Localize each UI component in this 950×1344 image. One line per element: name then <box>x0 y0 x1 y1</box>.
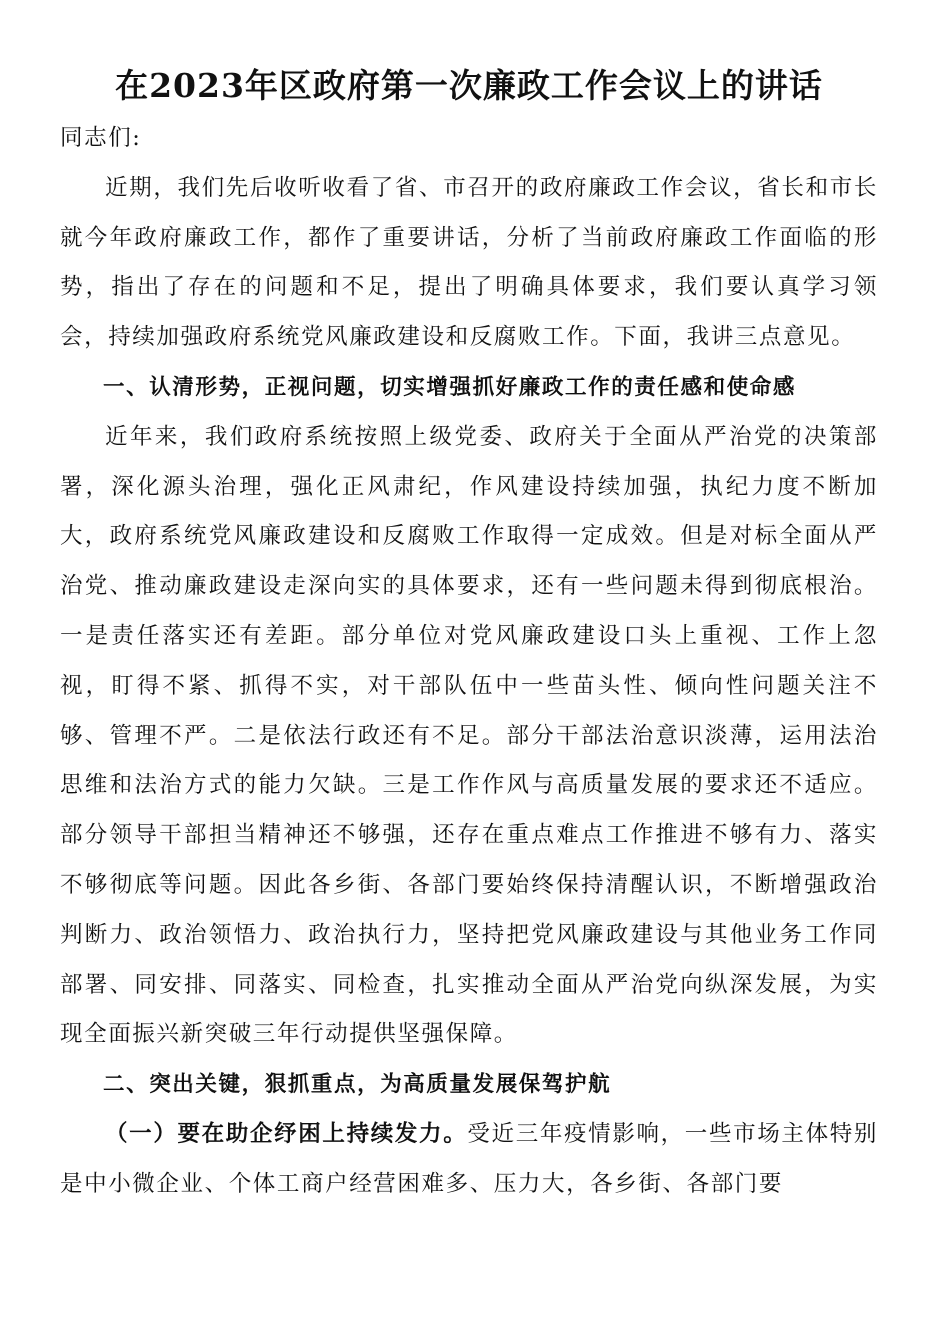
section-1-body: 近年来，我们政府系统按照上级党委、政府关于全面从严治党的决策部署，深化源头治理，强化正风肃纪，作风建设持续加强，执纪力度不断加大，政府系统党风廉政建设和反腐败工作取得一定成效。但是对标全面从严治党、推动廉政建设走深向实的具体要求，还有一些问题未得到彻底根治。一是责任落实还有差距。部分单位对党风廉政建设口头上重视、工作上忽视，盯得不紧、抓得不实，对干部队伍中一些苗头性、倾向性问题关注不够、管理不严。二是依法行政还有不足。部分干部法治意识淡薄，运用法治思维和法治方式的能力欠缺。三是工作作风与高质量发展的要求还不适应。部分领导干部担当精神还不够强，还存在重点难点工作推进不够有力、落实不够彻底等问题。因此各乡街、各部门要始终保持清醒认识，不断增强政治判断力、政治领悟力、政治执行力，坚持把党风廉政建设与其他业务工作同部署、同安排、同落实、同检查，扎实推动全面从严治党向纵深发展，为实现全面振兴新突破三年行动提供坚强保障。 <box>60 423 878 1048</box>
subsection-1-heading: （一）要在助企纾困上持续发力。 <box>105 1120 468 1147</box>
intro-paragraph: 近期，我们先后收听收看了省、市召开的政府廉政工作会议，省长和市长就今年政府廉政工作，都作了重要讲话，分析了当前政府廉政工作面临的形势，指出了存在的问题和不足，提出了明确具体要求，我们要认真学习领会，持续加强政府系统党风廉政建设和反腐败工作。下面，我讲三点意见。 <box>60 174 878 351</box>
subsection-1-body: 受近三年疫情影响，一些市场主体特别是中小微企业、个体工商户经营困难多、压力大，各乡街、各部门要 <box>60 1120 878 1197</box>
section-2-heading: 二、突出关键，狠抓重点，为高质量发展保驾护航 <box>103 1072 612 1098</box>
subsection-1-paragraph <box>60 1110 878 1210</box>
section-1-heading: 一、认清形势，正视问题，切实增强抓好廉政工作的责任感和使命感 <box>103 374 797 400</box>
salutation: 同志们: <box>60 125 142 151</box>
document-title: 在2023年区政府第一次廉政工作会议上的讲话 <box>115 66 823 105</box>
